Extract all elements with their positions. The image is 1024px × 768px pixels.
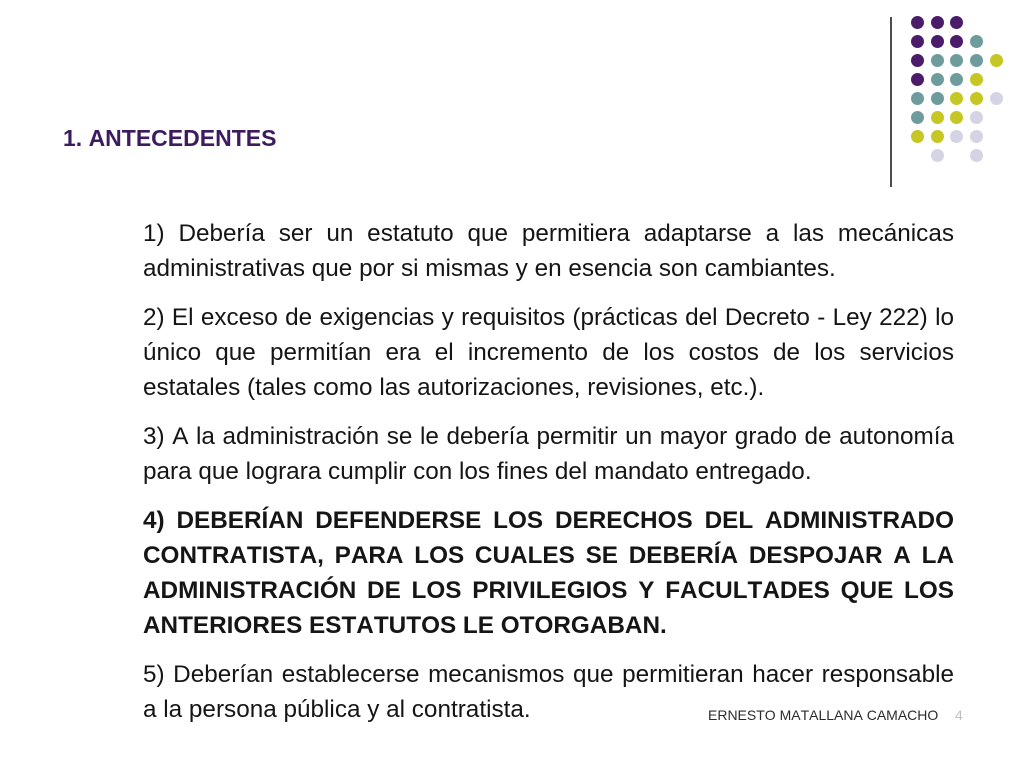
- paragraph-2: 2) El exceso de exigencias y requisitos (prácticas del Decreto - Ley 222) lo único que permitían era el incremento de los costos de los servicios estatales (tales como las autorizaciones, revisiones, etc.).: [143, 304, 954, 401]
- decorative-dot: [970, 130, 983, 143]
- decorative-dot: [911, 35, 924, 48]
- decorative-dot: [970, 54, 983, 67]
- decorative-dot: [911, 130, 924, 143]
- decorative-dot: [990, 92, 1003, 105]
- decorative-dot: [970, 111, 983, 124]
- decorative-dot: [911, 111, 924, 124]
- decorative-dot: [931, 111, 944, 124]
- decorative-dot: [950, 92, 963, 105]
- slide-number: 4: [955, 707, 963, 723]
- paragraph-1: 1) Debería ser un estatuto que permitiera adaptarse a las mecánicas administrativas que por si mismas y en esencia son cambiantes.: [143, 220, 954, 282]
- decorative-dot: [970, 92, 983, 105]
- decorative-dot: [931, 73, 944, 86]
- decorative-dot: [931, 149, 944, 162]
- decorative-dot: [911, 92, 924, 105]
- decorative-dot: [950, 35, 963, 48]
- decorative-dot: [931, 16, 944, 29]
- paragraph-5: 5) Deberían establecerse mecanismos que permitieran hacer responsable a la persona pública y al contratista.: [143, 661, 954, 723]
- decorative-dot: [950, 130, 963, 143]
- decorative-dot: [911, 54, 924, 67]
- decorative-dot: [950, 73, 963, 86]
- decorative-dot: [990, 54, 1003, 67]
- slide-title: 1. ANTECEDENTES: [63, 125, 277, 151]
- decorative-dot: [950, 16, 963, 29]
- decorative-dot: [931, 130, 944, 143]
- vertical-divider: [890, 17, 892, 187]
- paragraph-3: 3) A la administración se le debería permitir un mayor grado de autonomía para que lograra cumplir con los fines del mandato entregado.: [143, 423, 954, 485]
- paragraph-4-emphasized: 4) DEBERÍAN DEFENDERSE LOS DERECHOS DEL ADMINISTRADO CONTRATISTA, PARA LOS CUALES SE DEBERÍA DESPOJAR A LA ADMINISTRACIÓN DE LOS PRIVILEGIOS Y FACULTADES QUE LOS ANTERIORES ESTATUTOS LE OTORGABAN.: [143, 507, 954, 639]
- decorative-dot: [970, 35, 983, 48]
- decorative-dot: [931, 92, 944, 105]
- dot-grid-decoration: [905, 10, 1010, 170]
- decorative-dot: [911, 73, 924, 86]
- decorative-dot: [950, 54, 963, 67]
- decorative-dot: [931, 35, 944, 48]
- decorative-dot: [931, 54, 944, 67]
- decorative-dot: [970, 73, 983, 86]
- slide-body: [143, 216, 954, 727]
- decorative-dot: [950, 111, 963, 124]
- decorative-dot: [970, 149, 983, 162]
- footer-author: ERNESTO MATALLANA CAMACHO: [708, 707, 939, 723]
- decorative-dot: [911, 16, 924, 29]
